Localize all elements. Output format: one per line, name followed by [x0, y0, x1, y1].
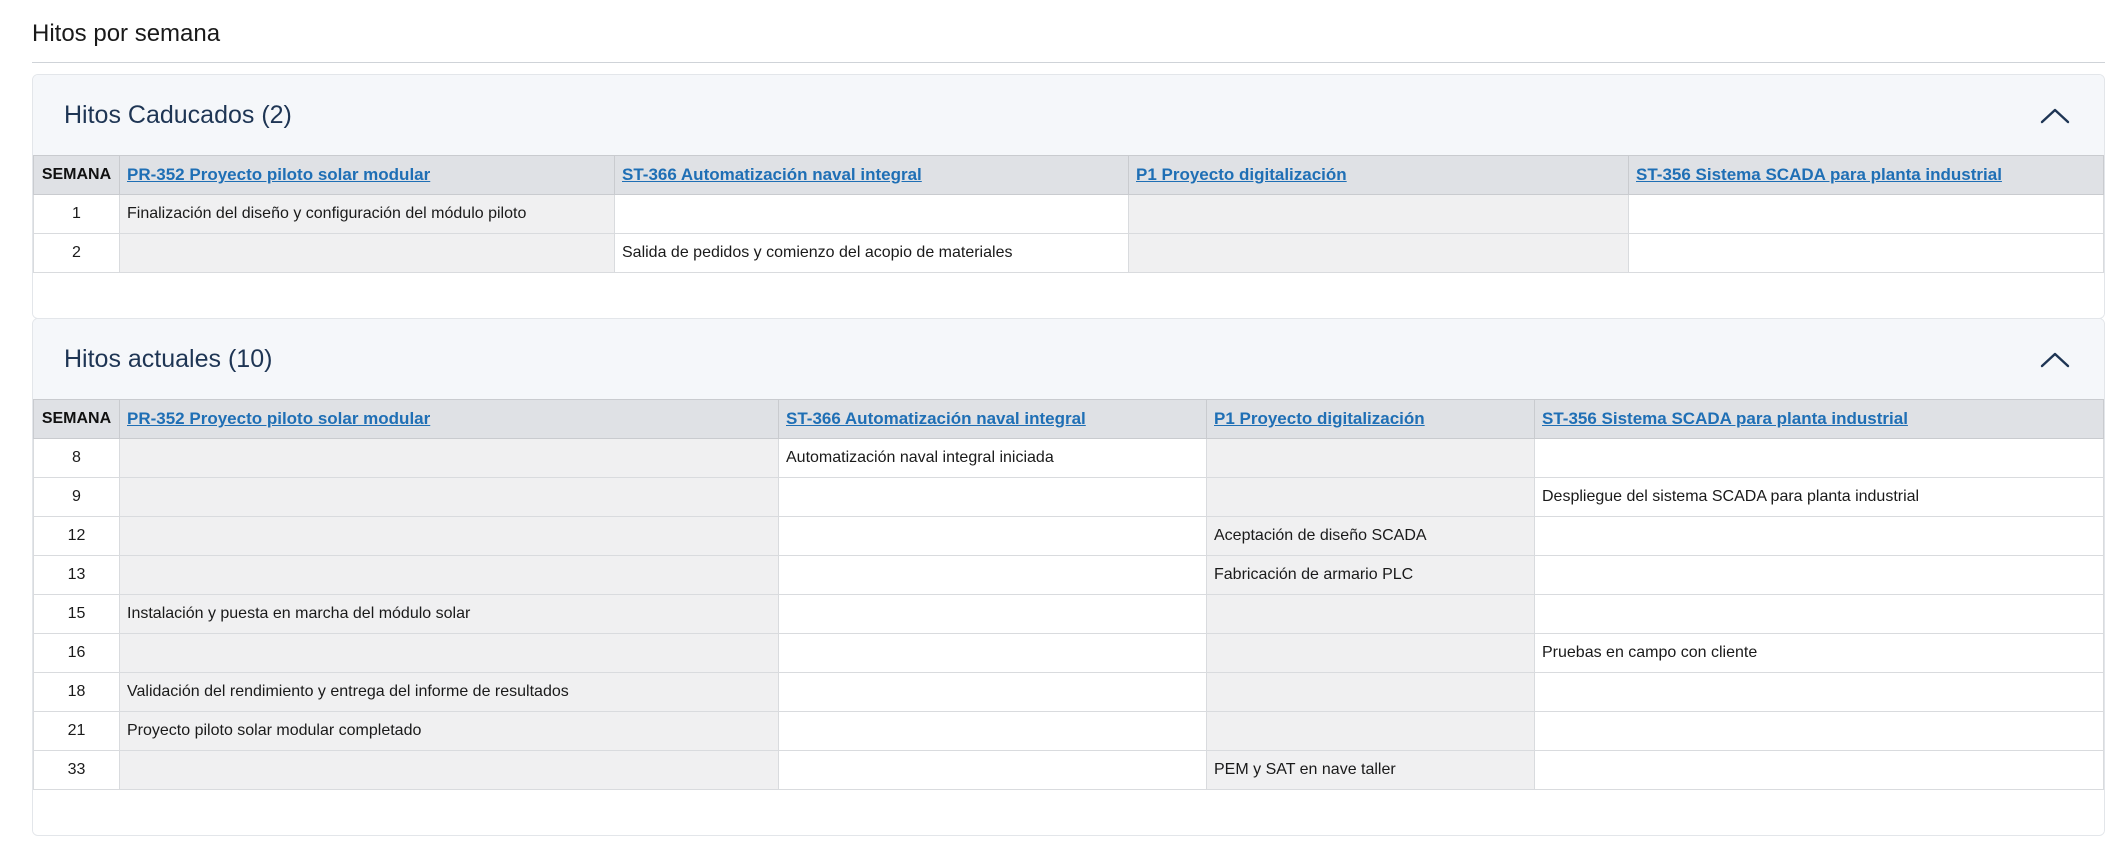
- table-row: [34, 439, 2104, 478]
- panel-footer: [33, 790, 2104, 835]
- week-cell: 18: [34, 673, 120, 712]
- table-header-row: [34, 400, 2104, 439]
- milestone-cell: [1535, 556, 2104, 595]
- milestone-cell: [1207, 595, 1535, 634]
- project-column-header: [1207, 400, 1535, 439]
- week-cell: 2: [34, 234, 120, 273]
- panel-footer: [33, 273, 2104, 318]
- milestone-cell: [1629, 195, 2104, 234]
- table-row: [34, 517, 2104, 556]
- panel-current-milestones: [32, 318, 2105, 836]
- table-row: [34, 478, 2104, 517]
- table-row: [34, 712, 2104, 751]
- table-row: [34, 234, 2104, 273]
- project-link[interactable]: PR-352 Proyecto piloto solar modular: [127, 165, 431, 184]
- milestone-cell: Despliegue del sistema SCADA para planta industrial: [1535, 478, 2104, 517]
- milestone-cell: [1129, 195, 1629, 234]
- milestone-cell: [120, 751, 779, 790]
- panel-expired-milestones: [32, 74, 2105, 319]
- table-row: [34, 195, 2104, 234]
- milestone-cell: [1535, 712, 2104, 751]
- milestone-cell: [1207, 439, 1535, 478]
- week-cell: 8: [34, 439, 120, 478]
- week-cell: 16: [34, 634, 120, 673]
- panel-header[interactable]: [33, 75, 2104, 155]
- week-cell: 15: [34, 595, 120, 634]
- project-column-header: [1129, 156, 1629, 195]
- milestone-cell: [1207, 478, 1535, 517]
- project-link[interactable]: PR-352 Proyecto piloto solar modular: [127, 409, 431, 428]
- milestone-cell: [120, 439, 779, 478]
- milestone-cell: Pruebas en campo con cliente: [1535, 634, 2104, 673]
- milestone-cell: Aceptación de diseño SCADA: [1207, 517, 1535, 556]
- milestone-cell: [779, 595, 1207, 634]
- project-link[interactable]: ST-356 Sistema SCADA para planta industrial: [1542, 409, 1908, 428]
- project-column-header: [1535, 400, 2104, 439]
- table-row: [34, 556, 2104, 595]
- milestone-cell: Proyecto piloto solar modular completado: [120, 712, 779, 751]
- milestone-cell: [1629, 234, 2104, 273]
- project-link[interactable]: ST-366 Automatización naval integral: [786, 409, 1086, 428]
- milestone-cell: Validación del rendimiento y entrega del informe de resultados: [120, 673, 779, 712]
- milestone-cell: PEM y SAT en nave taller: [1207, 751, 1535, 790]
- week-cell: 1: [34, 195, 120, 234]
- project-column-header: [1629, 156, 2104, 195]
- milestone-cell: [120, 517, 779, 556]
- project-link[interactable]: P1 Proyecto digitalización: [1136, 165, 1347, 184]
- milestone-cell: [120, 556, 779, 595]
- milestone-cell: [1207, 634, 1535, 673]
- milestone-cell: [1535, 673, 2104, 712]
- table-row: [34, 673, 2104, 712]
- milestone-cell: [1535, 517, 2104, 556]
- milestone-cell: [615, 195, 1129, 234]
- panel-title: Hitos actuales (10): [64, 345, 273, 373]
- milestone-cell: [1535, 595, 2104, 634]
- milestone-cell: [1207, 712, 1535, 751]
- milestone-cell: [779, 634, 1207, 673]
- milestone-cell: [1535, 439, 2104, 478]
- table-header-row: [34, 156, 2104, 195]
- table-row: [34, 751, 2104, 790]
- milestone-cell: [779, 751, 1207, 790]
- milestones-table: [33, 155, 2104, 273]
- week-cell: 33: [34, 751, 120, 790]
- panel-title: Hitos Caducados (2): [64, 101, 292, 129]
- milestone-cell: Salida de pedidos y comienzo del acopio de materiales: [615, 234, 1129, 273]
- milestone-cell: [779, 478, 1207, 517]
- milestone-cell: Finalización del diseño y configuración del módulo piloto: [120, 195, 615, 234]
- milestone-cell: [1129, 234, 1629, 273]
- milestone-cell: [1207, 673, 1535, 712]
- week-cell: 12: [34, 517, 120, 556]
- table-row: [34, 595, 2104, 634]
- project-column-header: [120, 400, 779, 439]
- week-column-header: SEMANA: [34, 400, 120, 439]
- milestone-cell: [779, 673, 1207, 712]
- week-cell: 21: [34, 712, 120, 751]
- chevron-up-icon[interactable]: [2040, 108, 2070, 124]
- project-column-header: [779, 400, 1207, 439]
- milestones-table: [33, 399, 2104, 790]
- chevron-up-icon[interactable]: [2040, 352, 2070, 368]
- milestone-cell: [779, 517, 1207, 556]
- milestone-cell: [779, 556, 1207, 595]
- week-cell: 9: [34, 478, 120, 517]
- week-cell: 13: [34, 556, 120, 595]
- week-column-header: SEMANA: [34, 156, 120, 195]
- milestone-cell: [120, 234, 615, 273]
- milestone-cell: [120, 634, 779, 673]
- page-title: Hitos por semana: [32, 0, 2105, 63]
- project-column-header: [120, 156, 615, 195]
- milestone-cell: Fabricación de armario PLC: [1207, 556, 1535, 595]
- milestone-cell: Instalación y puesta en marcha del módulo solar: [120, 595, 779, 634]
- page: [32, 0, 2105, 778]
- project-link[interactable]: ST-366 Automatización naval integral: [622, 165, 922, 184]
- milestone-cell: [779, 712, 1207, 751]
- project-link[interactable]: ST-356 Sistema SCADA para planta industrial: [1636, 165, 2002, 184]
- milestone-cell: [120, 478, 779, 517]
- milestone-cell: [1535, 751, 2104, 790]
- project-column-header: [615, 156, 1129, 195]
- project-link[interactable]: P1 Proyecto digitalización: [1214, 409, 1425, 428]
- milestone-cell: Automatización naval integral iniciada: [779, 439, 1207, 478]
- panel-header[interactable]: [33, 319, 2104, 399]
- table-row: [34, 634, 2104, 673]
